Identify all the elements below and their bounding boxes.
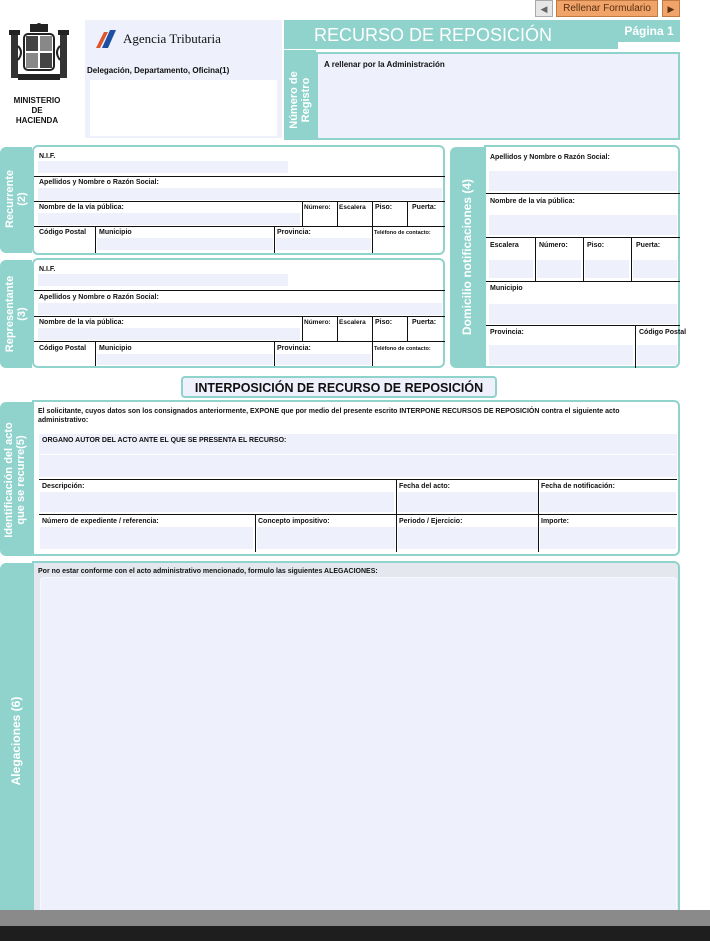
- registry-label: Número de Registro: [288, 71, 312, 129]
- domicilio-stair-label: Escalera: [490, 242, 519, 249]
- acto-organ-field[interactable]: [40, 454, 676, 476]
- representante-name-field[interactable]: [38, 303, 442, 315]
- acto-side: [0, 402, 32, 556]
- acto-date-field[interactable]: [398, 492, 538, 512]
- acto-concept-label: Concepto impositivo:: [258, 518, 330, 525]
- acto-file-field[interactable]: [40, 527, 253, 549]
- recurrente-panel: [32, 145, 445, 255]
- recurrente-postal-label: Código Postal: [39, 229, 87, 236]
- next-page-button[interactable]: ▶: [662, 0, 680, 17]
- domicilio-side: [450, 147, 484, 368]
- representante-name-label: Apellidos y Nombre o Razón Social:: [39, 294, 159, 301]
- acto-amount-label: Importe:: [541, 518, 569, 525]
- recurrente-label: Recurrente (2): [4, 169, 28, 229]
- registry-side: [284, 50, 316, 140]
- domicilio-name-field[interactable]: [489, 171, 677, 191]
- representante-floor-label: Piso:: [375, 319, 393, 326]
- recurrente-number-label: Número:: [304, 204, 331, 211]
- representante-city-field[interactable]: [97, 354, 273, 365]
- domicilio-city-label: Municipio: [490, 285, 523, 292]
- domicilio-floor-label: Piso:: [587, 242, 605, 249]
- representante-street-label: Nombre de la vía pública:: [39, 319, 124, 326]
- recurrente-phone-label: Teléfono de contacto:: [374, 230, 431, 236]
- acto-description-field[interactable]: [40, 492, 394, 512]
- acto-amount-field[interactable]: [540, 527, 676, 549]
- fill-form-button[interactable]: Rellenar Formulario: [556, 0, 658, 17]
- acto-period-label: Periodo / Ejercicio:: [399, 518, 463, 525]
- office-label: Delegación, Departamento, Oficina(1): [87, 66, 230, 75]
- domicilio-postal-field[interactable]: [637, 345, 677, 365]
- acto-concept-field[interactable]: [257, 527, 395, 549]
- representante-nif-label: N.I.F.: [39, 266, 56, 273]
- representante-province-label: Provincia:: [277, 345, 311, 352]
- representante-panel: [32, 258, 445, 368]
- domicilio-stair-field[interactable]: [489, 260, 533, 278]
- domicilio-province-label: Provincia:: [490, 329, 524, 336]
- domicilio-name-label: Apellidos y Nombre o Razón Social:: [490, 154, 610, 161]
- registry-box: [316, 52, 680, 140]
- recurrente-province-label: Provincia:: [277, 229, 311, 236]
- title-bar: [284, 20, 618, 49]
- recurrente-nif-label: N.I.F.: [39, 153, 56, 160]
- representante-label: Representante (3): [4, 275, 28, 353]
- domicilio-province-field[interactable]: [489, 345, 633, 365]
- representante-nif-field[interactable]: [38, 274, 288, 286]
- prev-page-button[interactable]: ◀: [535, 0, 553, 17]
- form-title: RECURSO DE REPOSICIÓN: [314, 25, 553, 45]
- domicilio-number-label: Número:: [539, 242, 568, 249]
- alegaciones-panel: [32, 561, 680, 921]
- interposicion-heading: INTERPOSICIÓN DE RECURSO DE REPOSICIÓN: [181, 376, 497, 398]
- recurrente-city-field[interactable]: [97, 238, 273, 250]
- alegaciones-intro: Por no estar conforme con el acto administrativo mencionado, formulo las siguientes ALEGACIONES:: [38, 568, 378, 575]
- representante-postal-label: Código Postal: [39, 345, 87, 352]
- bottom-gray-bar: [0, 910, 710, 926]
- acto-date-label: Fecha del acto:: [399, 483, 450, 490]
- office-field[interactable]: [90, 80, 277, 136]
- recurrente-street-field[interactable]: [38, 213, 300, 225]
- agency-box: [85, 20, 282, 138]
- representante-door-label: Puerta:: [412, 319, 437, 326]
- ministry-name: MINISTERIO DE HACIENDA: [13, 96, 61, 125]
- recurrente-name-label: Apellidos y Nombre o Razón Social:: [39, 179, 159, 186]
- recurrente-stair-label: Escalera: [339, 204, 366, 211]
- alegaciones-field[interactable]: [40, 577, 677, 917]
- recurrente-province-field[interactable]: [276, 238, 371, 250]
- recurrente-floor-label: Piso:: [375, 204, 393, 211]
- alegaciones-side: [0, 563, 32, 919]
- acto-notif-label: Fecha de notificación:: [541, 483, 615, 490]
- recurrente-street-label: Nombre de la vía pública:: [39, 204, 124, 211]
- recurrente-city-label: Municipio: [99, 229, 132, 236]
- recurrente-name-field[interactable]: [38, 188, 442, 200]
- admin-note: A rellenar por la Administración: [324, 60, 445, 69]
- representante-side: [0, 260, 32, 368]
- alegaciones-label: Alegaciones (6): [9, 696, 23, 786]
- acto-period-field[interactable]: [398, 527, 538, 549]
- domicilio-door-label: Puerta:: [636, 242, 661, 249]
- domicilio-city-field[interactable]: [489, 304, 677, 324]
- acto-description-label: Descripción:: [42, 483, 85, 490]
- bottom-dark-bar: [0, 926, 710, 941]
- representante-phone-label: Teléfono de contacto:: [374, 346, 431, 352]
- domicilio-panel: [484, 145, 687, 368]
- domicilio-street-label: Nombre de la vía pública:: [490, 198, 575, 205]
- recurrente-door-label: Puerta:: [412, 204, 437, 211]
- domicilio-label: Domicilio notificaciones (4): [460, 178, 474, 336]
- coat-of-arms-icon: [8, 22, 70, 92]
- agency-name: Agencia Tributaria: [123, 31, 221, 46]
- representante-stair-label: Escalera: [339, 319, 366, 326]
- acto-notif-field[interactable]: [540, 492, 676, 512]
- representante-province-field[interactable]: [276, 354, 371, 365]
- representante-number-label: Número:: [304, 319, 331, 326]
- domicilio-floor-field[interactable]: [585, 260, 629, 278]
- recurrente-nif-field[interactable]: [38, 161, 288, 173]
- page-label: Página 1: [618, 20, 680, 42]
- representante-city-label: Municipio: [99, 345, 132, 352]
- acto-organ-label: ORGANO AUTOR DEL ACTO ANTE EL QUE SE PRESENTA EL RECURSO:: [42, 437, 287, 444]
- domicilio-door-field[interactable]: [633, 260, 677, 278]
- acto-label: Identificación del acto que se recurre(5): [3, 422, 27, 538]
- acto-panel: [32, 400, 680, 556]
- representante-street-field[interactable]: [38, 328, 300, 340]
- agency-logo-icon: [94, 28, 118, 50]
- acto-intro: El solicitante, cuyos datos son los consignados anteriormente, EXPONE que por medio del presente escrito INTERPONE RECURSOS DE REPOSICIÓN contra el siguiente acto administrativo:: [38, 408, 620, 424]
- domicilio-postal-label: Código Postal: [639, 329, 687, 336]
- domicilio-number-field[interactable]: [537, 260, 581, 278]
- acto-file-label: Número de expediente / referencia:: [42, 518, 159, 525]
- domicilio-street-field[interactable]: [489, 215, 677, 235]
- recurrente-side: [0, 147, 32, 253]
